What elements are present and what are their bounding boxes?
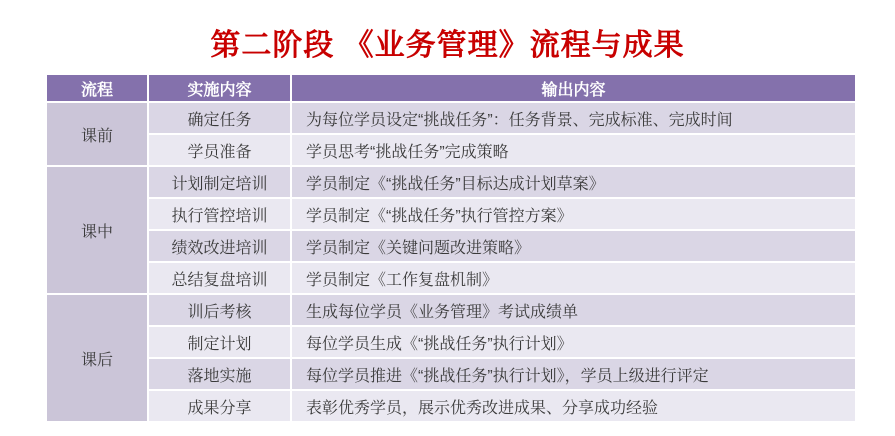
output-cell: 学员制定《“挑战任务”执行管控方案》 (292, 199, 855, 229)
output-cell: 每位学员推进《“挑战任务”执行计划》，学员上级进行评定 (292, 359, 855, 389)
col-header-process: 流程 (47, 75, 147, 101)
output-cell: 学员制定《关键问题改进策略》 (292, 231, 855, 261)
output-cell: 表彰优秀学员，展示优秀改进成果、分享成功经验 (292, 391, 855, 421)
impl-cell: 绩效改进培训 (149, 231, 290, 261)
impl-cell: 训后考核 (149, 295, 290, 325)
col-header-output: 输出内容 (292, 75, 855, 101)
results-table (47, 75, 855, 421)
output-cell: 学员制定《工作复盘机制》 (292, 263, 855, 293)
impl-cell: 总结复盘培训 (149, 263, 290, 293)
phase-cell-during-class: 课中 (47, 167, 147, 293)
output-cell: 学员思考“挑战任务”完成策略 (292, 135, 855, 165)
impl-cell: 计划制定培训 (149, 167, 290, 197)
phase-cell-after-class: 课后 (47, 295, 147, 421)
output-cell: 为每位学员设定“挑战任务”：任务背景、完成标准、完成时间 (292, 103, 855, 133)
output-cell: 每位学员生成《“挑战任务”执行计划》 (292, 327, 855, 357)
page-title: 第二阶段 《业务管理》流程与成果 (210, 29, 685, 62)
col-header-implementation: 实施内容 (149, 75, 290, 101)
phase-cell-before-class: 课前 (47, 103, 147, 165)
impl-cell: 成果分享 (149, 391, 290, 421)
impl-cell: 确定任务 (149, 103, 290, 133)
impl-cell: 制定计划 (149, 327, 290, 357)
impl-cell: 执行管控培训 (149, 199, 290, 229)
output-cell: 学员制定《“挑战任务”目标达成计划草案》 (292, 167, 855, 197)
output-cell: 生成每位学员《业务管理》考试成绩单 (292, 295, 855, 325)
impl-cell: 落地实施 (149, 359, 290, 389)
impl-cell: 学员准备 (149, 135, 290, 165)
